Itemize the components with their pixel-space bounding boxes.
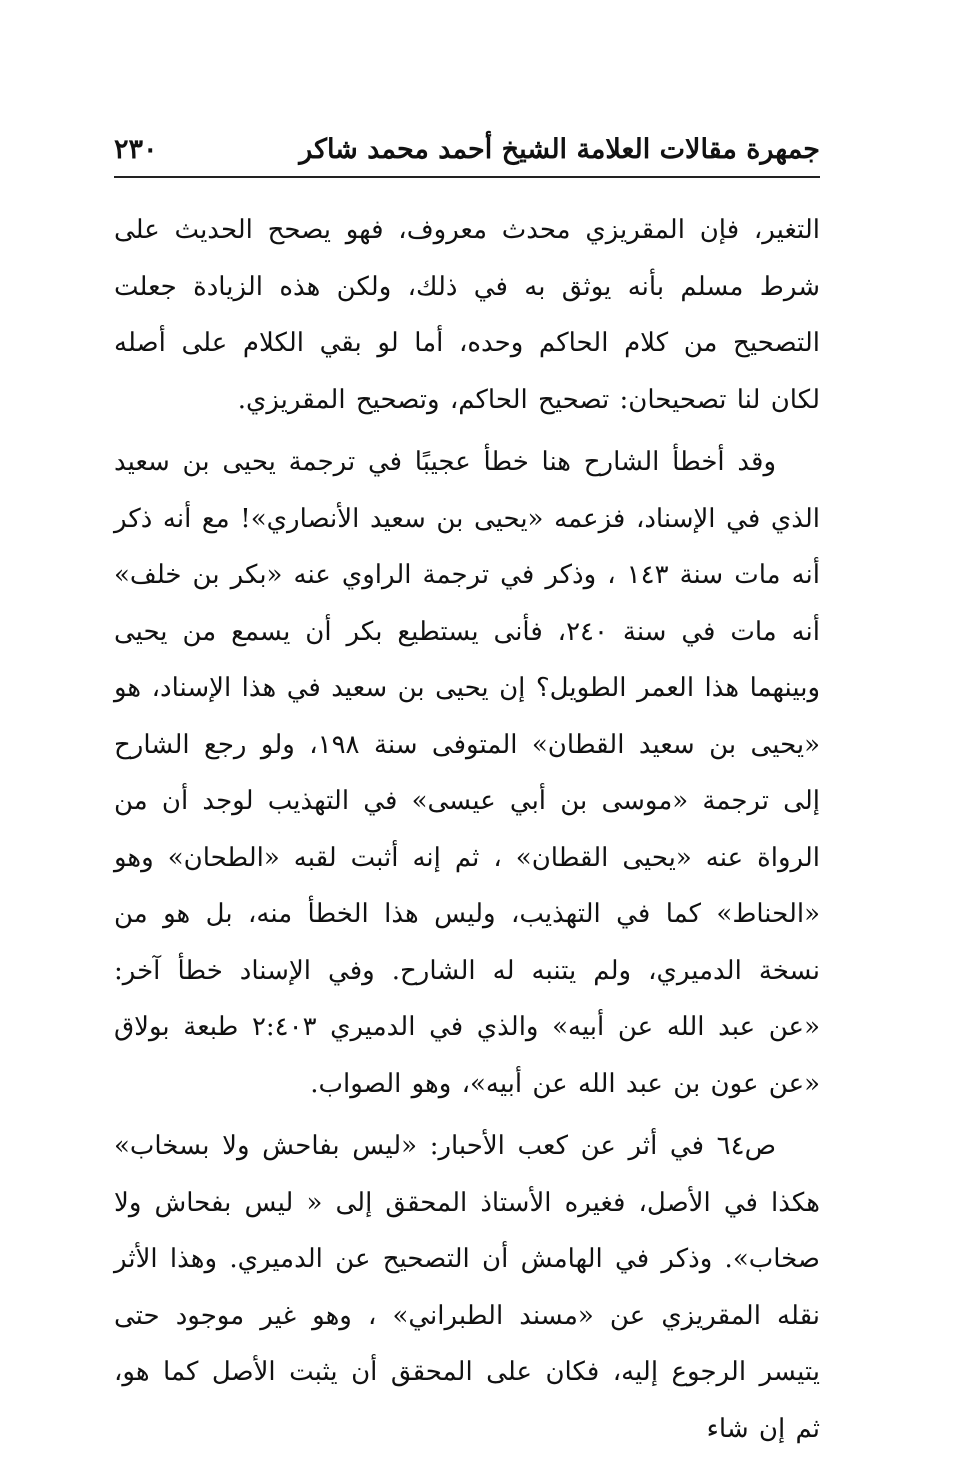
paragraph-yahya-ibn-said: وقد أخطأ الشارح هنا خطأ عجيبًا في ترجمة يحيى بن سعيد الذي في الإسناد، فزعمه «يحيى بن سعيد الأنصاري»! مع أنه ذكر أنه مات سنة ١٤٣ ، وذكر في ترجمة الراوي عنه «بكر بن خلف» أنه مات في سنة ٢٤٠، فأنى يستطيع بكر أن يسمع من يحيى وبينهما هذا العمر الطويل؟ إن يحيى بن سعيد في هذا الإسناد، هو «يحيى بن سعيد القطان» المتوفى سنة ١٩٨، ولو رجع الشارح إلى ترجمة «موسى بن أبي عيسى» في التهذيب لوجد أن من الرواة عنه «يحيى القطان» ، ثم إنه أثبت لقبه «الطحان» وهو «الحناط» كما في التهذيب، وليس هذا الخطأ منه، بل هو من نسخة الدميري، ولم يتنبه له الشارح. وفي الإسناد خطأ آخر: «عن عبد الله عن أبيه» والذي في الدميري ٢:٤٠٣ طبعة بولاق «عن عون بن عبد الله عن أبيه»، وهو الصواب. [114, 447, 821, 1099]
header-rule [114, 176, 820, 178]
paragraph-continuation: التغير، فإن المقريزي محدث معروف، فهو يصحح الحديث على شرط مسلم بأنه يوثق به في ذلك، ولكن هذه الزيادة جعلت التصحيح من كلام الحاكم وحده، أما لو بقي الكلام على أصله لكان لنا تصحيحان: تصحيح الحاكم، وتصحيح المقريزي. [114, 215, 820, 415]
page-header [114, 118, 820, 174]
paragraph-kaab-al-ahbar: ص٦٤ في أثر عن كعب الأحبار: «ليس بفاحش ولا بسخاب» هكذا في الأصل، فغيره الأستاذ المحقق إلى « ليس بفحاش ولا صخاب». وذكر في الهامش أن التصحيح عن الدميري. وهذا الأثر نقله المقريزي عن «مسند الطبراني» ، وهو غير موجود حتى يتيسر الرجوع إليه، فكان على المحقق أن يثبت الأصل كما هو، ثم إن شاء [114, 1131, 821, 1444]
running-title: جمهرة مقالات العلامة الشيخ أحمد محمد شاكر [299, 134, 820, 165]
body-text [114, 202, 820, 1463]
page-number: ٢٣٠ [114, 134, 158, 165]
